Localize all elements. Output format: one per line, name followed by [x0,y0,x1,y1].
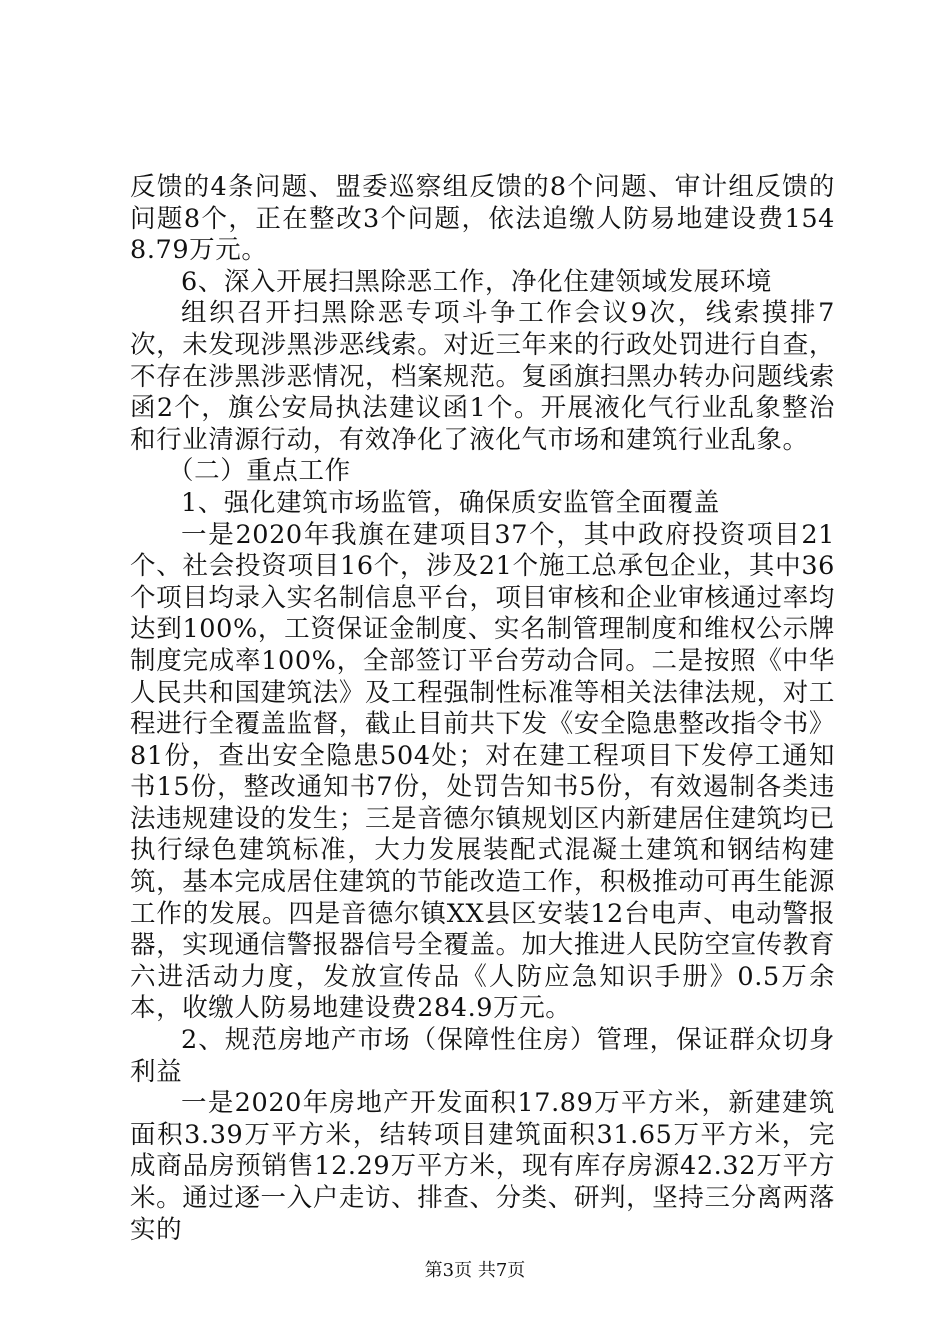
document-body [130,172,835,1246]
heading-item-6: 6、深入开展扫黑除恶工作，净化住建领域发展环境 [181,266,773,297]
paragraph-continuation: 反馈的4条问题、盟委巡察组反馈的8个问题、审计组反馈的问题8个，正在整改3个问题，依法追缴人防易地建设费1548.79万元。 [130,172,835,266]
paragraph-construction-market: 一是2020年我旗在建项目37个，其中政府投资项目21个、社会投资项目16个，涉及21个施工总承包企业，其中36个项目均录入实名制信息平台，项目审核和企业审核通过率均达到100%，工资保证金制度、实名制管理制度和维权公示牌制度完成率100%，全部签订平台劳动合同。二是按照《中华人民共和国建筑法》及工程强制性标准等相关法律法规，对工程进行全覆盖监督，截止目前共下发《安全隐患整改指令书》81份，查出安全隐患504处；对在建工程项目下发停工通知书15份，整改通知书7份，处罚告知书5份，有效遏制各类违法违规建设的发生；三是音德尔镇规划区内新建居住建筑均已执行绿色建筑标准，大力发展装配式混凝土建筑和钢结构建筑，基本完成居住建筑的节能改造工作，积极推动可再生能源工作的发展。四是音德尔镇XX县区安装12台电声、电动警报器，实现通信警报器信号全覆盖。加大推进人民防空宣传教育六进活动力度，发放宣传品《人防应急知识手册》0.5万余本，收缴人防易地建设费284.9万元。 [130,519,835,1024]
heading-item-1: 1、强化建筑市场监管，确保质安监管全面覆盖 [181,487,720,518]
paragraph-real-estate: 一是2020年房地产开发面积17.89万平方米，新建建筑面积3.39万平方米，结转项目建筑面积31.65万平方米，完成商品房预销售12.29万平方米，现有库存房源42.32万平方米。通过逐一入户走访、排查、分类、研判，坚持三分离两落实的 [130,1088,835,1245]
page-number-footer: 第3页 共7页 [424,1260,526,1281]
heading-item-2: 2、规范房地产市场（保障性住房）管理，保证群众切身利益 [130,1025,835,1087]
section-heading-key-work: （二）重点工作 [168,456,351,487]
paragraph-anti-crime: 组织召开扫黑除恶专项斗争工作会议9次，线索摸排7次，未发现涉黑涉恶线索。对近三年来的行政处罚进行自查，不存在涉黑涉恶情况，档案规范。复函旗扫黑办转办问题线索函2个，旗公安局执法建议函1个。开展液化气行业乱象整治和行业清源行动，有效净化了液化气市场和建筑行业乱象。 [130,298,835,455]
